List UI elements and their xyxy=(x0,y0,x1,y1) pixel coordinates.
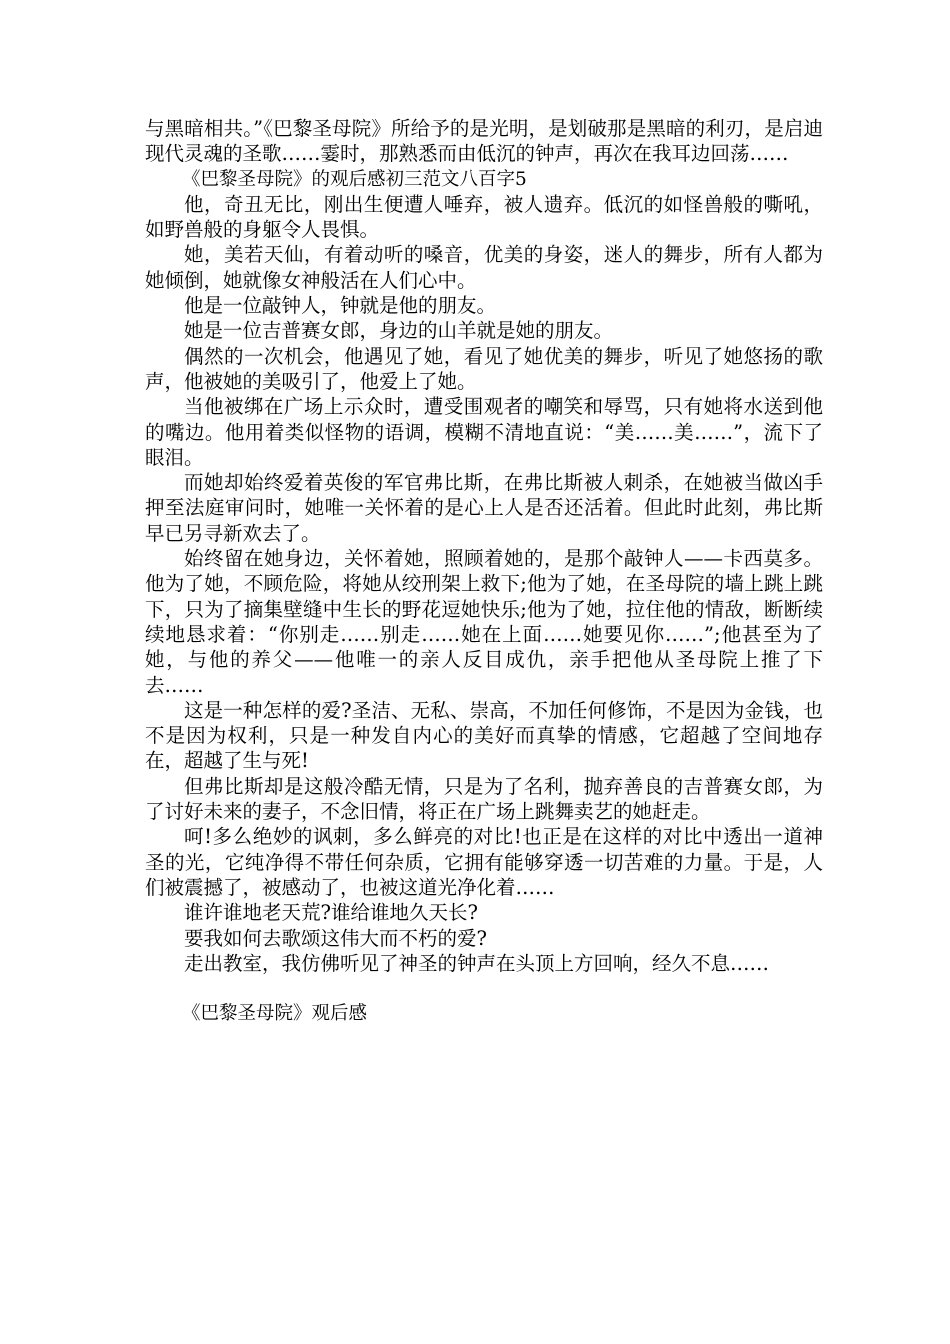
paragraph: 她，美若天仙，有着动听的嗓音，优美的身姿，迷人的舞步，所有人都为她倾倒，她就像女神般活在人们心中。 xyxy=(145,243,823,292)
paragraph: 要我如何去歌颂这伟大而不朽的爱? xyxy=(184,926,487,950)
paragraph: 呵!多么绝妙的讽刺，多么鲜亮的对比!也正是在这样的对比中透出一道神圣的光，它纯净得不带任何杂质，它拥有能够穿透一切苦难的力量。于是，人们被震撼了，被感动了，也被这道光净化着…… xyxy=(145,825,823,899)
section-heading: 《巴黎圣母院》观后感 xyxy=(182,1003,368,1025)
paragraph: 偶然的一次机会，他遇见了她，看见了她优美的舞步，听见了她悠扬的歌声，他被她的美吸引了，他爱上了她。 xyxy=(145,344,823,393)
paragraph: 当他被绑在广场上示众时，遭受围观者的嘲笑和辱骂，只有她将水送到他的嘴边。他用着类似怪物的语调，模糊不清地直说：“美……美……”，流下了眼泪。 xyxy=(145,395,823,469)
paragraph: 走出教室，我仿佛听见了神圣的钟声在头顶上方回响，经久不息…… xyxy=(184,951,770,975)
paragraph: 始终留在她身边，关怀着她，照顾着她的，是那个敲钟人——卡西莫多。他为了她，不顾危险，将她从绞刑架上救下;他为了她，在圣母院的墙上跳上跳下，只为了摘集壁缝中生长的野花逗她快乐;他为了她，拉住他的情敌，断断续续地恳求着：“你别走……别走……她在上面……她要见你……”;他甚至为了她，与他的养父——他唯一的亲人反目成仇，亲手把他从圣母院上推了下去…… xyxy=(145,547,823,697)
paragraph: 他，奇丑无比，刚出生便遭人唾弃，被人遗弃。低沉的如怪兽般的嘶吼，如野兽般的身躯令人畏惧。 xyxy=(145,192,823,242)
paragraph: 但弗比斯却是这般冷酷无情，只是为了名利，抛弃善良的吉普赛女郎，为了讨好未来的妻子，不念旧情，将正在广场上跳舞卖艺的她赶走。 xyxy=(145,774,823,824)
document-body xyxy=(145,116,823,1026)
paragraph: 他是一位敲钟人，钟就是他的朋友。 xyxy=(184,294,497,318)
paragraph: 这是一种怎样的爱?圣洁、无私、崇高，不加任何修饰，不是因为金钱，也不是因为权利，只是一种发自内心的美好而真挚的情感，它超越了空间地存在，超越了生与死! xyxy=(145,698,823,773)
paragraph: 她是一位吉普赛女郎，身边的山羊就是她的朋友。 xyxy=(184,319,614,343)
section-heading-5: 《巴黎圣母院》的观后感初三范文八百字5 xyxy=(182,168,527,190)
paragraph: 而她却始终爱着英俊的军官弗比斯，在弗比斯被人刺杀，在她被当做凶手押至法庭审问时，她唯一关怀着的是心上人是否还活着。但此时此刻，弗比斯早已另寻新欢去了。 xyxy=(145,471,823,545)
paragraph-continuation: 与黑暗相共。”《巴黎圣母院》所给予的是光明，是划破那是黑暗的利刃，是启迪现代灵魂的圣歌……霎时，那熟悉而由低沉的钟声，再次在我耳边回荡…… xyxy=(145,117,823,166)
paragraph: 谁许谁地老天荒?谁给谁地久天长? xyxy=(184,901,478,925)
